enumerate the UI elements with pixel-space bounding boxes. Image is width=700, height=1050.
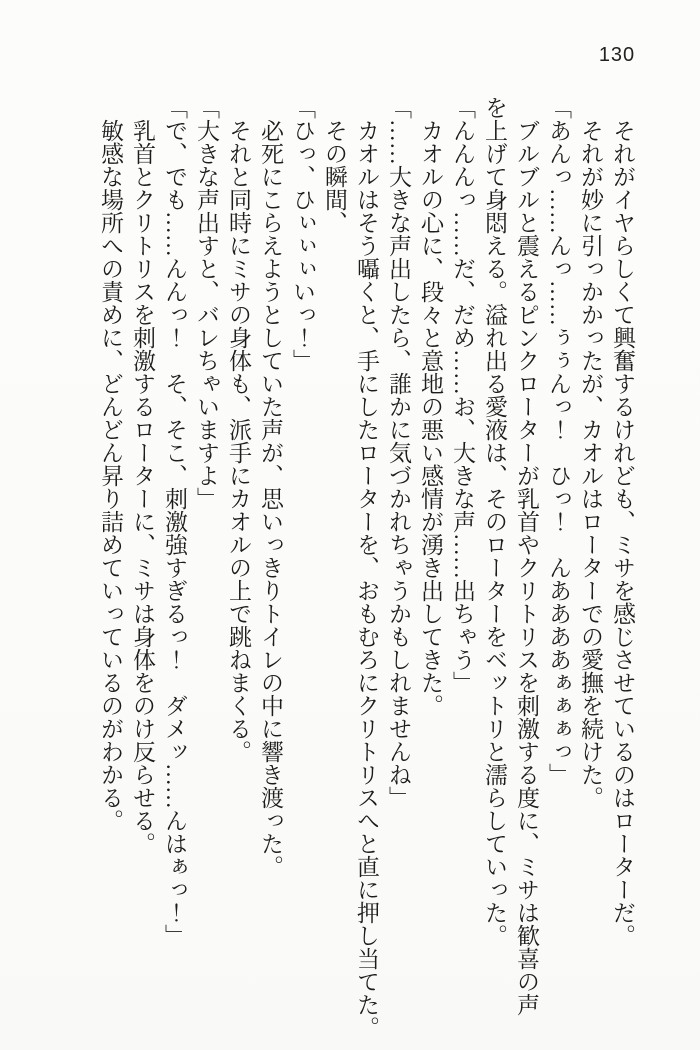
text-column: それと同時にミサの身体も、派手にカオルの上で跳ねまくる。 (226, 96, 251, 763)
text-column: 乳首とクリトリスを刺激するローターに、ミサは身体をのけ反らせる。 (130, 96, 155, 855)
text-column: その瞬間、 (322, 96, 347, 234)
text-column: 敏感な場所への責めに、どんどん昇り詰めていっているのがわかる。 (98, 96, 123, 832)
text-column: カオルはそう囁くと、手にしたローターを、おもむろにクリトリスへと直に押し当てた。 (354, 96, 379, 1039)
text-column: ブルブルと震えるピンクローターが乳首やクリトリスを刺激する度に、ミサは歓喜の声 (514, 96, 539, 1016)
page-number: 130 (598, 44, 636, 66)
text-column: 「ひっ、ひぃぃぃいっ！」 (290, 96, 315, 372)
text-column: 必死にこらえようとしていた声が、思いっきりトイレの中に響き渡った。 (258, 96, 283, 878)
text-column: それが妙に引っかかったが、カオルはローターでの愛撫を続けた。 (578, 96, 603, 809)
text-column: 「で、でも……んんっ！ そ、そこ、刺激強すぎるっ！ ダメッ……んはぁっ！」 (162, 96, 187, 947)
text-column: 「あんっ……んっ……ぅぅんっ！ ひっ！ んああああぁぁぁっ」 (546, 96, 571, 786)
text-column: それがイヤらしくて興奮するけれども、ミサを感じさせているのはローターだ。 (610, 96, 635, 947)
text-column: 「んんんっ……だ、だめ……お、大きな声……出ちゃう」 (450, 96, 475, 694)
text-column: 「……大きな声出したら、誰かに気づかれちゃうかもしれませんね」 (386, 96, 411, 809)
text-column: カオルの心に、段々と意地の悪い感情が湧き出してきた。 (418, 96, 443, 717)
text-column: を上げて身悶える。溢れ出る愛液は、そのローターをベットリと濡らしていった。 (482, 96, 507, 947)
text-column: 「大きな声出すと、バレちゃいますよ」 (194, 96, 219, 510)
vertical-text-block (94, 96, 638, 1041)
